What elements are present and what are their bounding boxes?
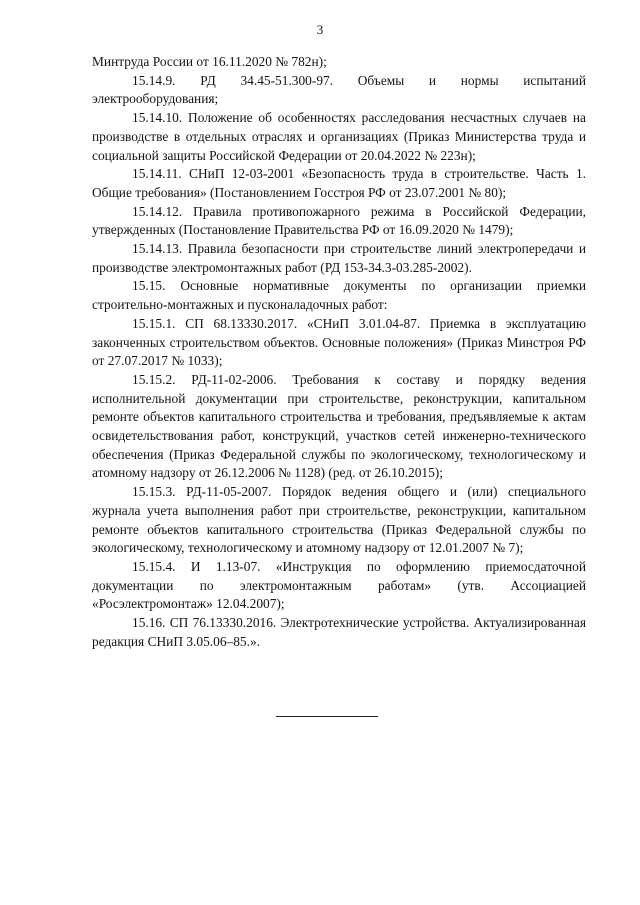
paragraph-15-14-10: 15.14.10. Положение об особенностях расследования несчастных случаев на производстве в отдельных отраслях и организациях (Приказ Министерства труда и социальной защиты Российской Федерации от 20.04.2022 № 223н); xyxy=(92,110,586,163)
paragraph-15-14-9: 15.14.9. РД 34.45-51.300-97. Объемы и нормы испытаний электрооборудования; xyxy=(92,72,586,107)
paragraph-15-14-12: 15.14.12. Правила противопожарного режима в Российской Федерации, утвержденных (Постановление Правительства РФ от 16.09.2020 № 1479); xyxy=(92,203,586,238)
paragraph-15-14-11: 15.14.11. СНиП 12-03-2001 «Безопасность труда в строительстве. Часть 1. Общие требования» (Постановлением Госстроя РФ от 23.07.2001 № 80); xyxy=(92,166,586,200)
paragraph-15-15-4: 15.15.4. И 1.13-07. «Инструкция по оформлению приемосдаточной документации по электромонтажным работам» (утв. Ассоциацией «Росэлектромонтаж» 12.04.2007); xyxy=(92,558,586,612)
paragraph-15-15-2: 15.15.2. РД-11-02-2006. Требования к составу и порядку ведения исполнительной документации при строительстве, реконструкции, капитальном ремонте объектов капитального строительства и требования, предъявляемые к актам освидетельствования работ, конструкций, участков сетей инженерно-технического обеспечения (Приказ Федеральной службы по экологическому, технологическому и атомному надзору от 26.12.2006 № 1128) (ред. от 26.10.2015); xyxy=(92,371,586,481)
page-number: 3 xyxy=(316,22,324,37)
paragraph-15-14-13: 15.14.13. Правила безопасности при строительстве линий электропередачи и производстве электромонтажных работ (РД 153-34.3-03.285-2002). xyxy=(92,241,586,275)
document-body xyxy=(92,53,586,652)
paragraph-continuation: Минтруда России от 16.11.2020 № 782н); xyxy=(92,54,327,69)
paragraph-15-15-3: 15.15.3. РД-11-05-2007. Порядок ведения общего и (или) специального журнала учета выполнения работ при строительстве, реконструкции, капитальном ремонте объектов капитального строительства (Приказ Федеральной службы по экологическому, технологическому и атомному надзору от 12.01.2007 № 7); xyxy=(92,484,586,556)
paragraph-15-15-1: 15.15.1. СП 68.13330.2017. «СНиП 3.01.04-87. Приемка в эксплуатацию законченных строительством объектов. Основные положения» (Приказ Минстроя РФ от 27.07.2017 № 1033); xyxy=(92,315,586,369)
paragraph-15-16: 15.16. СП 76.13330.2016. Электротехнические устройства. Актуализированная редакция СНиП 3.05.06–85.». xyxy=(92,615,586,649)
paragraph-15-15: 15.15. Основные нормативные документы по организации приемки строительно-монтажных и пусконаладочных работ: xyxy=(92,278,586,313)
end-divider-line xyxy=(276,716,378,717)
